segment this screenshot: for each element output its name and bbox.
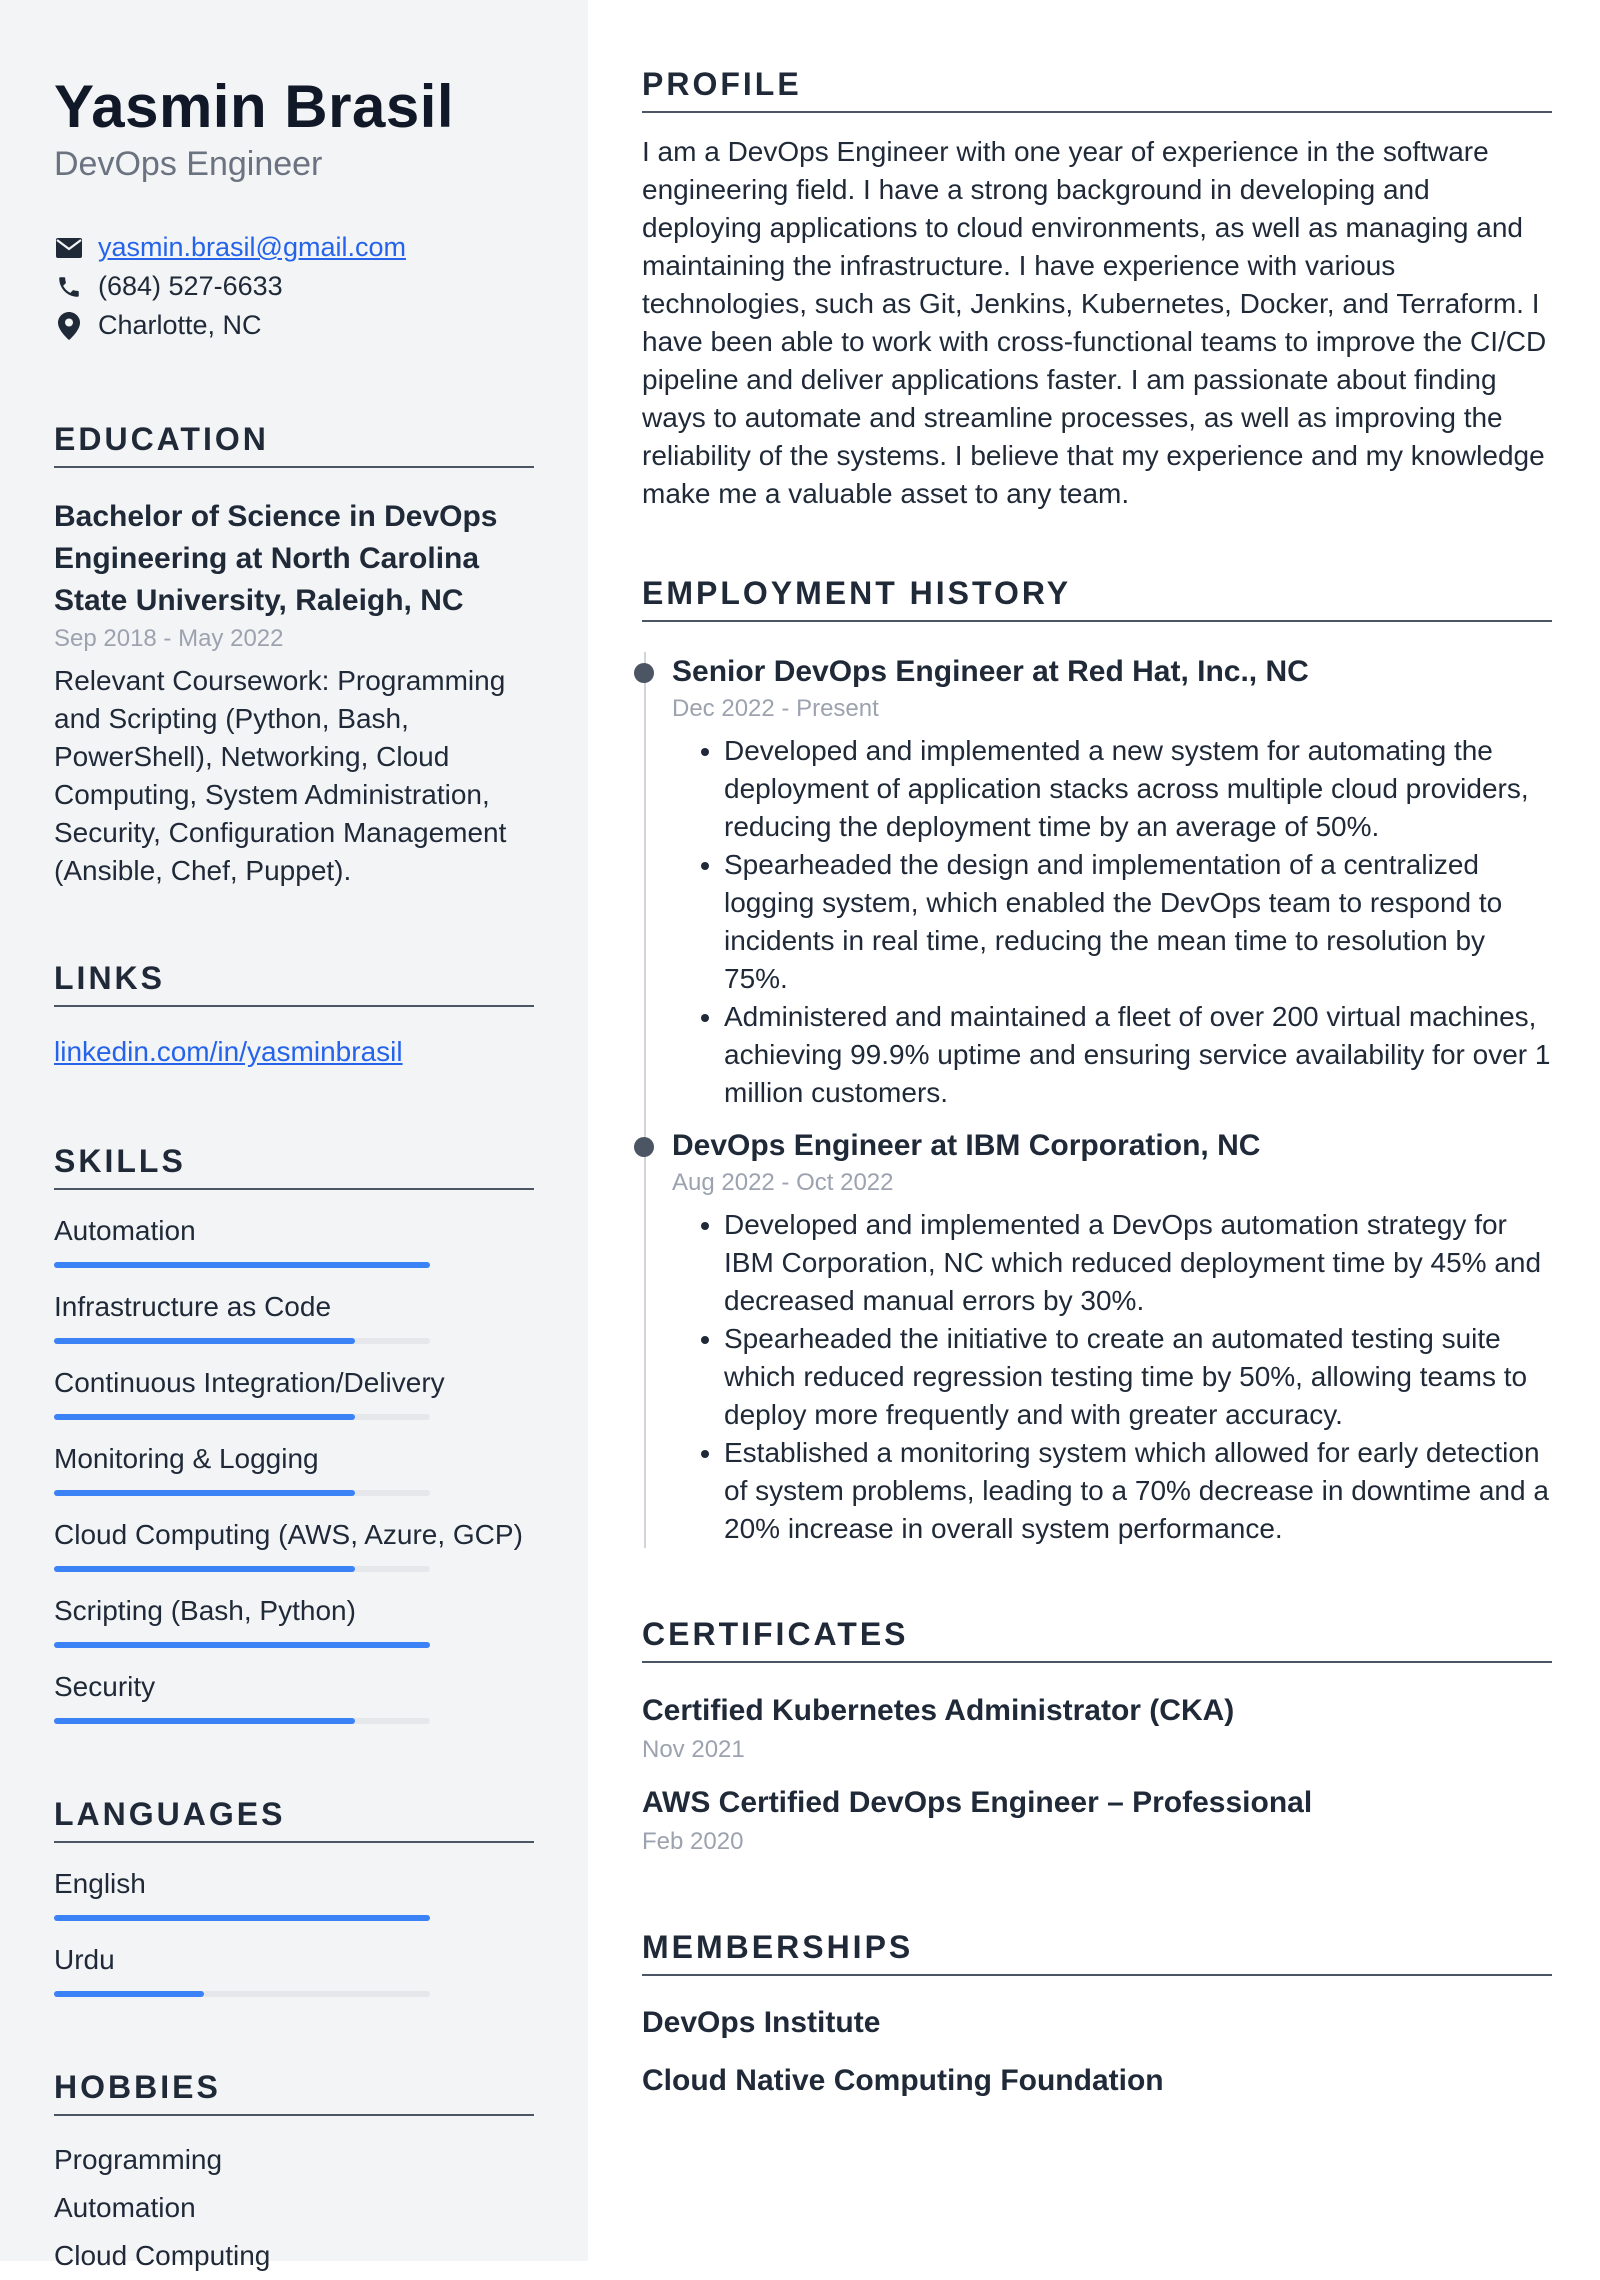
profile-heading: PROFILE bbox=[642, 66, 1552, 113]
phone-number: (684) 527-6633 bbox=[98, 271, 283, 301]
memberships-section bbox=[642, 1929, 1552, 2110]
skill-item bbox=[54, 1594, 534, 1648]
skill-level-bar bbox=[54, 1338, 430, 1344]
hobby-item: Programming bbox=[54, 2144, 223, 2175]
certificates-section bbox=[642, 1616, 1552, 1859]
membership-item: Cloud Native Computing Foundation bbox=[642, 2064, 1164, 2097]
skill-level-fill bbox=[54, 1718, 355, 1724]
skills-section bbox=[54, 1143, 534, 1724]
languages-section bbox=[54, 1796, 534, 1997]
skill-level-fill bbox=[54, 1262, 430, 1268]
timeline-dot bbox=[634, 1137, 654, 1157]
education-description: Relevant Coursework: Programming and Scripting (Python, Bash, PowerShell), Networking, Cloud Computing, System Administration, Security, Configuration Management (Ansible, Chef, Puppet). bbox=[54, 665, 507, 886]
skill-level-bar bbox=[54, 1262, 430, 1268]
skill-level-bar bbox=[54, 1414, 430, 1420]
certificate-name: AWS Certified DevOps Engineer – Professional bbox=[642, 1786, 1313, 1819]
skill-level-bar bbox=[54, 1718, 430, 1724]
certificate-name: Certified Kubernetes Administrator (CKA) bbox=[642, 1694, 1235, 1727]
job-bullet: • Established a monitoring system which allowed for early detection of system problems, leading to a 70% decrease in downtime and a 20% increase in overall system performance. bbox=[724, 1434, 1552, 1548]
certificate-date: Nov 2021 bbox=[642, 1736, 745, 1763]
employment-section bbox=[642, 575, 1552, 1548]
links-heading: LINKS bbox=[54, 960, 534, 1007]
job-entry bbox=[672, 1126, 1552, 1548]
certificate-date: Feb 2020 bbox=[642, 1828, 744, 1855]
employment-heading: EMPLOYMENT HISTORY bbox=[642, 575, 1552, 622]
contact-list bbox=[54, 228, 534, 345]
contact-phone bbox=[54, 267, 534, 306]
skill-level-bar bbox=[54, 1642, 430, 1648]
degree-title: Bachelor of Science in DevOps Engineering at North Carolina State University, Raleigh, NC bbox=[54, 500, 498, 617]
memberships-heading: MEMBERSHIPS bbox=[642, 1929, 1552, 1976]
map-pin-icon bbox=[54, 311, 84, 341]
skill-item bbox=[54, 1214, 534, 1268]
certificate-item bbox=[642, 1689, 1552, 1767]
skill-item bbox=[54, 1442, 534, 1496]
contact-email bbox=[54, 228, 534, 267]
skill-level-fill bbox=[54, 1338, 355, 1344]
language-label: Urdu bbox=[54, 1944, 115, 1975]
skill-label: Automation bbox=[54, 1215, 196, 1246]
skill-label: Cloud Computing (AWS, Azure, GCP) bbox=[54, 1519, 523, 1550]
skill-item bbox=[54, 1670, 534, 1724]
skill-item bbox=[54, 1290, 534, 1344]
sidebar bbox=[0, 0, 588, 2271]
profile-section bbox=[642, 66, 1552, 513]
skill-level-fill bbox=[54, 1414, 355, 1420]
education-heading: EDUCATION bbox=[54, 421, 534, 468]
job-dates: Dec 2022 - Present bbox=[672, 695, 879, 722]
job-bullets bbox=[672, 732, 1552, 1112]
skill-level-fill bbox=[54, 1642, 430, 1648]
skill-label: Monitoring & Logging bbox=[54, 1443, 319, 1474]
job-dates: Aug 2022 - Oct 2022 bbox=[672, 1169, 894, 1196]
timeline-dot bbox=[634, 663, 654, 683]
skill-label: Infrastructure as Code bbox=[54, 1291, 332, 1322]
language-level-bar bbox=[54, 1915, 430, 1921]
languages-heading: LANGUAGES bbox=[54, 1796, 534, 1843]
skill-item bbox=[54, 1518, 534, 1572]
linkedin-link[interactable]: linkedin.com/in/yasminbrasil bbox=[54, 1036, 403, 1067]
languages-list bbox=[54, 1867, 534, 1997]
job-bullet: • Developed and implemented a DevOps automation strategy for IBM Corporation, NC which reduced deployment time by 45% and decreased manual errors by 30%. bbox=[724, 1206, 1552, 1320]
certificate-item bbox=[642, 1781, 1552, 1859]
skill-item bbox=[54, 1366, 534, 1420]
skill-label: Security bbox=[54, 1671, 156, 1702]
skill-level-bar bbox=[54, 1566, 430, 1572]
membership-item: DevOps Institute bbox=[642, 2006, 881, 2039]
education-dates: Sep 2018 - May 2022 bbox=[54, 625, 284, 652]
email-link[interactable]: yasmin.brasil@gmail.com bbox=[98, 232, 406, 262]
hobbies-section bbox=[54, 2069, 534, 2280]
skills-heading: SKILLS bbox=[54, 1143, 534, 1190]
education-section bbox=[54, 421, 534, 890]
location-text: Charlotte, NC bbox=[98, 310, 262, 340]
skill-level-fill bbox=[54, 1566, 355, 1572]
candidate-title: DevOps Engineer bbox=[54, 145, 323, 183]
skill-level-fill bbox=[54, 1490, 355, 1496]
profile-text: I am a DevOps Engineer with one year of experience in the software engineering field. I have a strong background in developing and deploying applications to cloud environments, as well as managing and maintaining the infrastructure. I have experience with various technologies, such as Git, Jenkins, Kubernetes, Docker, and Terraform. I have been able to work with cross-functional teams to improve the CI/CD pipeline and deliver applications faster. I am passionate about finding ways to automate and streamline processes, as well as improving the reliability of the systems. I believe that my experience and my knowledge make me a valuable asset to any team. bbox=[642, 136, 1547, 509]
main-content bbox=[588, 0, 1600, 2261]
language-level-fill bbox=[54, 1915, 430, 1921]
hobby-item: Cloud Computing bbox=[54, 2240, 271, 2271]
language-item bbox=[54, 1867, 534, 1921]
job-title: DevOps Engineer at IBM Corporation, NC bbox=[672, 1129, 1261, 1162]
job-bullet: • Developed and implemented a new system for automating the deployment of application stacks across multiple cloud providers, reducing the deployment time by an average of 50%. bbox=[724, 732, 1552, 846]
language-label: English bbox=[54, 1868, 146, 1899]
timeline-line bbox=[644, 652, 646, 1548]
job-bullet: • Spearheaded the design and implementation of a centralized logging system, which enabled the DevOps team to respond to incidents in real time, reducing the mean time to resolution by 75%. bbox=[724, 846, 1552, 998]
phone-icon bbox=[54, 272, 84, 302]
envelope-icon bbox=[54, 233, 84, 263]
hobbies-heading: HOBBIES bbox=[54, 2069, 534, 2116]
contact-location bbox=[54, 306, 534, 345]
job-bullets bbox=[672, 1206, 1552, 1548]
job-bullet: • Spearheaded the initiative to create an automated testing suite which reduced regression testing time by 50%, allowing teams to deploy more frequently and with greater accuracy. bbox=[724, 1320, 1552, 1434]
skill-label: Scripting (Bash, Python) bbox=[54, 1595, 356, 1626]
skill-level-bar bbox=[54, 1490, 430, 1496]
language-level-bar bbox=[54, 1991, 430, 1997]
job-entry bbox=[672, 652, 1552, 1112]
candidate-name: Yasmin Brasil bbox=[54, 73, 455, 140]
job-bullet: • Administered and maintained a fleet of over 200 virtual machines, achieving 99.9% uptime and ensuring service availability for over 1 million customers. bbox=[724, 998, 1552, 1112]
skills-list bbox=[54, 1214, 534, 1724]
language-item bbox=[54, 1943, 534, 1997]
links-section bbox=[54, 960, 534, 1071]
job-title: Senior DevOps Engineer at Red Hat, Inc., NC bbox=[672, 655, 1309, 688]
language-level-fill bbox=[54, 1991, 204, 1997]
certificates-heading: CERTIFICATES bbox=[642, 1616, 1552, 1663]
employment-timeline bbox=[642, 652, 1552, 1548]
hobby-item: Automation bbox=[54, 2192, 196, 2223]
skill-label: Continuous Integration/Delivery bbox=[54, 1367, 445, 1398]
